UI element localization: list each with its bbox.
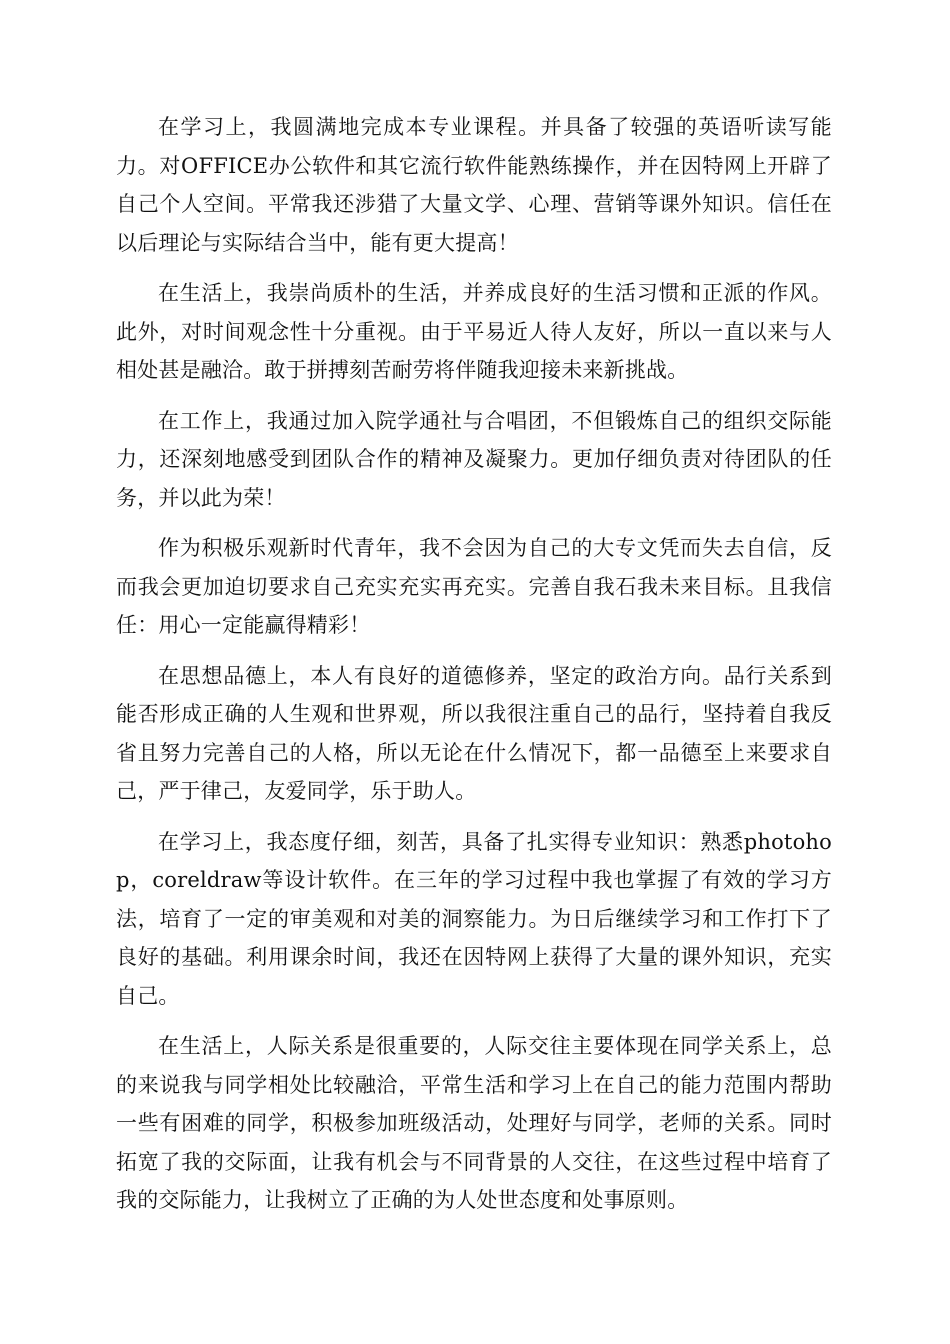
paragraph-youth-confidence: 作为积极乐观新时代青年，我不会因为自己的大专文凭而失去自信，反而我会更加迫切要求自己充实充实再充实。完善自我石我未来目标。且我信任：用心一定能赢得精彩！ bbox=[116, 536, 832, 637]
paragraph-life-relationships: 在生活上，人际关系是很重要的，人际交往主要体现在同学关系上，总的来说我与同学相处比较融洽，平常生活和学习上在自己的能力范围内帮助一些有困难的同学，积极参加班级活动，处理好与同学，老师的关系。同时拓宽了我的交际面，让我有机会与不同背景的人交往，在这些过程中培育了我的交际能力，让我树立了正确的为人处世态度和处事原则。 bbox=[116, 1034, 832, 1212]
paragraph-work-team: 在工作上，我通过加入院学通社与合唱团，不但锻炼自己的组织交际能力，还深刻地感受到团队合作的精神及凝聚力。更加仔细负责对待团队的任务，并以此为荣！ bbox=[116, 408, 832, 510]
paragraph-study-design: 在学习上，我态度仔细，刻苦，具备了扎实得专业知识：熟悉photohop，coreldraw等设计软件。在三年的学习过程中我也掌握了有效的学习方法，培育了一定的审美观和对美的洞察能力。为日后继续学习和工作打下了良好的基础。利用课余时间，我还在因特网上获得了大量的课外知识，充实自己。 bbox=[116, 829, 832, 1008]
document-body bbox=[116, 108, 832, 1232]
paragraph-life-simple: 在生活上，我崇尚质朴的生活，并养成良好的生活习惯和正派的作风。此外，对时间观念性十分重视。由于平易近人待人友好，所以一直以来与人相处甚是融洽。敢于拼搏刻苦耐劳将伴随我迎接未来新挑战。 bbox=[116, 281, 832, 382]
paragraph-study-office: 在学习上，我圆满地完成本专业课程。并具备了较强的英语听读写能力。对OFFICE办公软件和其它流行软件能熟练操作，并在因特网上开辟了自己个人空间。平常我还涉猎了大量文学、心理、营销等课外知识。信任在以后理论与实际结合当中，能有更大提高！ bbox=[116, 115, 832, 255]
paragraph-moral-character: 在思想品德上，本人有良好的道德修养，坚定的政治方向。品行关系到能否形成正确的人生观和世界观，所以我很注重自己的品行，坚持着自我反省且努力完善自己的人格，所以无论在什么情况下，都一品德至上来要求自己，严于律己，友爱同学，乐于助人。 bbox=[116, 663, 832, 803]
